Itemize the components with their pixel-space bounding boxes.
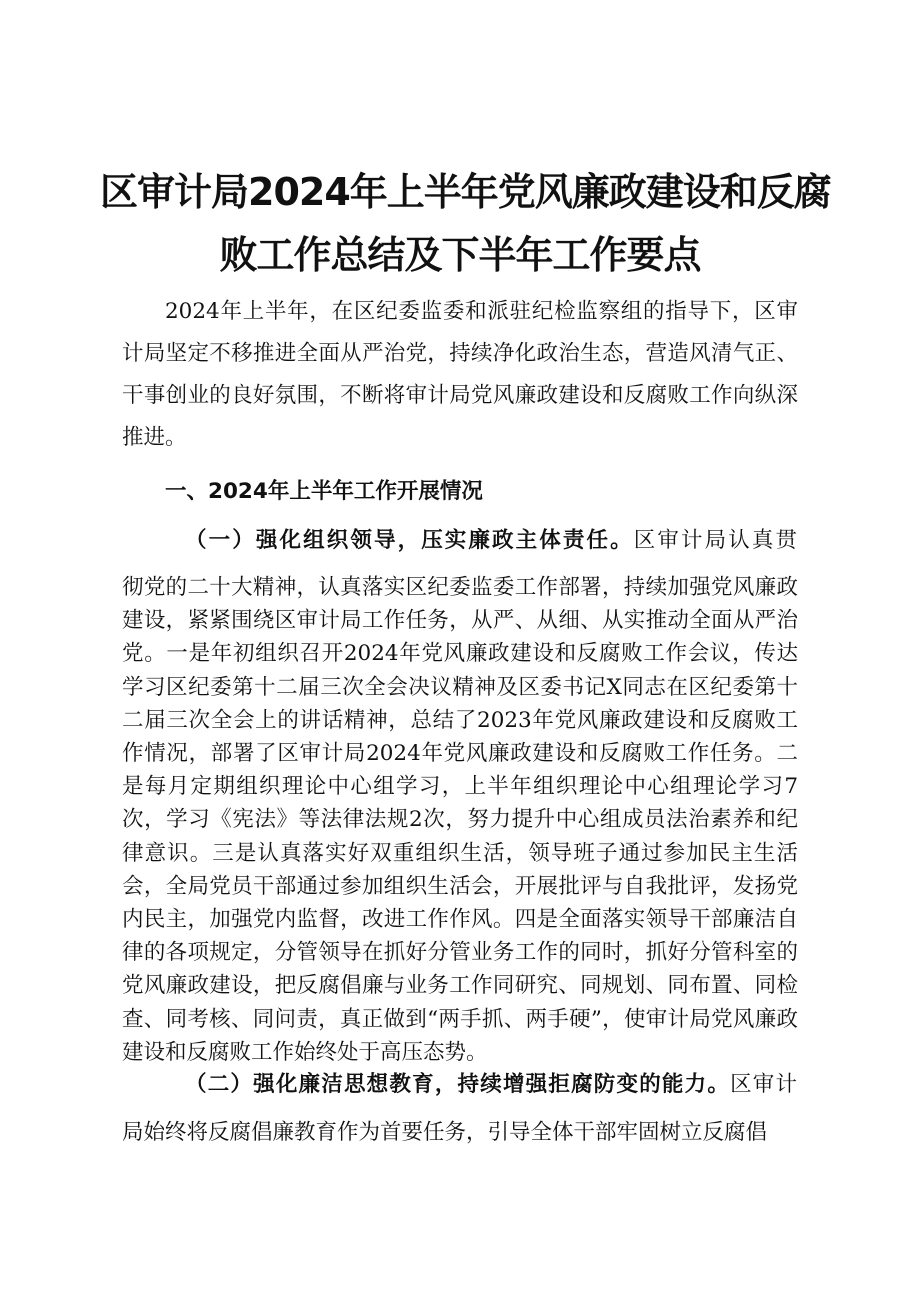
subsection-1-body: 彻党的二十大精神，认真落实区纪委监委工作部署，持续加强党风廉政建设，紧紧围绕区审计局工作任务，从严、从细、从实推动全面从严治党。一是年初组织召开2024年党风廉政建设和反腐败工作会议，传达学习区纪委第十二届三次全会决议精神及区委书记X同志在区纪委第十二届三次全会上的讲话精神，总结了2023年党风廉政建设和反腐败工作情况，部署了区审计局2024年党风廉政建设和反腐败工作任务。二是每月定期组织理论中心组学习，上半年组织理论中心组理论学习7次，学习《宪法》等法律法规2次，努力提升中心组成员法治素养和纪律意识。三是认真落实好双重组织生活，领导班子通过参加民主生活会，全局党员干部通过参加组织生活会，开展批评与自我批评，发扬党内民主，加强党内监督，改进工作作风。四是全面落实领导干部廉洁自律的各项规定，分管领导在抓好分管业务工作的同时，抓好分管科室的党风廉政建设，把反腐倡廉与业务工作同研究、同规划、同布置、同检查、同考核、同问责，真正做到“两手抓、两手硬”，使审计局党风廉政建设和反腐败工作始终处于高压态势。	[122, 575, 798, 1065]
subsection-2-heading	[185, 1065, 797, 1105]
subsection-1-bold-title: （一）强化组织领导，压实廉政主体责任。	[185, 528, 634, 553]
subsection-2-lead-text: 区审计	[730, 1072, 797, 1097]
section-heading-1: 一、2024年上半年工作开展情况	[165, 479, 483, 504]
intro-paragraph: 2024年上半年，在区纪委监委和派驻纪检监察组的指导下，区审计局坚定不移推进全面从严治党，持续净化政治生态，营造风清气正、干事创业的良好氛围，不断将审计局党风廉政建设和反腐败工作向纵深推进。	[122, 299, 798, 450]
document-title-line-1: 区审计局2024年上半年党风廉政建设和反腐	[100, 170, 831, 214]
subsection-1-lead-text: 区审计局认真贯	[633, 528, 797, 553]
subsection-1-heading	[185, 521, 797, 561]
subsection-2-body: 局始终将反腐倡廉教育作为首要任务，引导全体干部牢固树立反腐倡	[122, 1120, 768, 1145]
document-title-line-2: 败工作总结及下半年工作要点	[219, 233, 701, 277]
subsection-2-bold-title: （二）强化廉洁思想教育，持续增强拒腐防变的能力。	[185, 1072, 731, 1097]
